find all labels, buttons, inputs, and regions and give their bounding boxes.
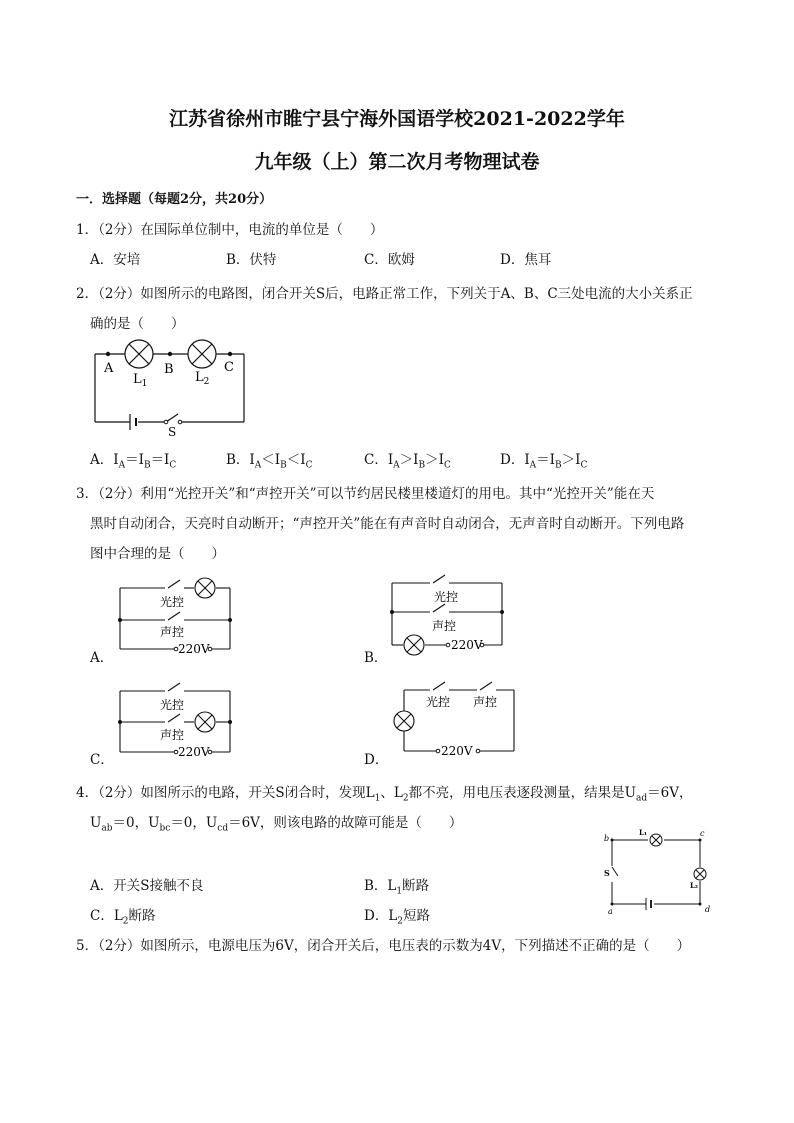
q2-stem-line1: 2．（2分）如图所示的电路图，闭合开关S后，电路正常工作，下列关于A、B、C三处电流的大小关系正 — [76, 286, 693, 302]
q4-label-c: c — [700, 829, 705, 838]
q5-stem: 5．（2分）如图所示，电源电压为6V，闭合开关后，电压表的示数为4V，下列描述不正确的是（ ） — [76, 938, 691, 954]
q2-label-l2: $L_2$ — [195, 370, 210, 387]
q3b-sound-label: 声控 — [432, 619, 457, 633]
q4-label-a: a — [608, 907, 613, 916]
q2-option-d: D．$I_A=I_B>I_C$ — [500, 452, 588, 471]
q4-option-b: B．$L_1$断路 — [364, 878, 430, 897]
q4-option-a: A．开关S接触不良 — [90, 878, 204, 894]
q1-stem: 1．（2分）在国际单位制中，电流的单位是（ ） — [76, 222, 384, 238]
q3a-voltage-label: 220V — [178, 642, 210, 656]
q1-option-d: D．焦耳 — [500, 252, 552, 268]
q4-stem-line1: 4．（2分）如图所示的电路，开关S闭合时，发现$L_1$、$L_2$都不亮，用电压表逐段测量，结果是$U_{ad}=6V$， — [76, 785, 693, 804]
q3-option-a-label: A． — [90, 650, 114, 666]
q1-option-c: C．欧姆 — [364, 252, 415, 268]
q3a-light-label: 光控 — [160, 595, 185, 609]
q4-label-l2: L₂ — [690, 881, 698, 890]
q3c-sound-label: 声控 — [160, 728, 185, 742]
q3-option-d-label: D． — [364, 752, 389, 768]
q3-option-b-label: B． — [364, 650, 388, 666]
q4-label-d: d — [705, 905, 711, 914]
q3-figure-d — [394, 682, 514, 751]
q3-option-c-label: C． — [90, 752, 114, 768]
q2-label-s: S — [168, 425, 177, 439]
q2-option-b: B．$I_A<I_B<I_C$ — [226, 452, 313, 471]
q3a-sound-label: 声控 — [160, 625, 185, 639]
q2-label-c: C — [224, 360, 234, 375]
q2-option-a: A．$I_A=I_B=I_C$ — [90, 452, 177, 471]
q1-option-a: A．安培 — [90, 252, 141, 268]
q4-circuit-figure — [612, 834, 706, 910]
q2-label-b: B — [164, 362, 174, 377]
q3d-sound-label: 声控 — [473, 695, 498, 709]
q3b-voltage-label: 220V — [451, 638, 483, 652]
q3b-light-label: 光控 — [434, 590, 459, 604]
q2-stem-line2: 确的是（ ） — [90, 316, 185, 332]
q4-label-b: b — [604, 834, 610, 843]
q2-option-c: C．$I_A>I_B>I_C$ — [364, 452, 451, 471]
q4-stem-line2: $U_{ab}=0$，$U_{bc}=0$，$U_{cd}=6V$，则该电路的故障可能是（ ） — [90, 815, 463, 834]
q3d-light-label: 光控 — [426, 695, 451, 709]
q2-label-l1: $L_1$ — [133, 372, 148, 389]
q3-stem-line1: 3．（2分）利用“光控开关”和“声控开关”可以节约居民楼里楼道灯的用电。其中“光控开关”能在天 — [76, 486, 655, 502]
q4-label-l1: L₁ — [639, 828, 647, 837]
q3-stem-line2: 黑时自动闭合，天亮时自动断开；“声控开关”能在有声音时自动闭合，无声音时自动断开。下列电路 — [90, 516, 685, 532]
q4-option-d: D．$L_2$短路 — [364, 908, 431, 927]
q3-stem-line3: 图中合理的是（ ） — [90, 546, 225, 562]
q4-option-c: C．$L_2$断路 — [90, 908, 156, 927]
q3c-voltage-label: 220V — [178, 745, 210, 759]
q3d-voltage-label: 220V — [441, 744, 473, 758]
q3c-light-label: 光控 — [160, 698, 185, 712]
q4-label-s: S — [604, 868, 610, 878]
q2-label-a: A — [104, 361, 114, 376]
exam-title-line2: 九年级（上）第二次月考物理试卷 — [254, 151, 540, 173]
q1-option-b: B．伏特 — [226, 252, 277, 268]
section-heading: 一．选择题（每题2分，共20分） — [76, 192, 273, 207]
exam-title-line1: 江苏省徐州市睢宁县宁海外国语学校2021-2022学年 — [169, 108, 625, 130]
